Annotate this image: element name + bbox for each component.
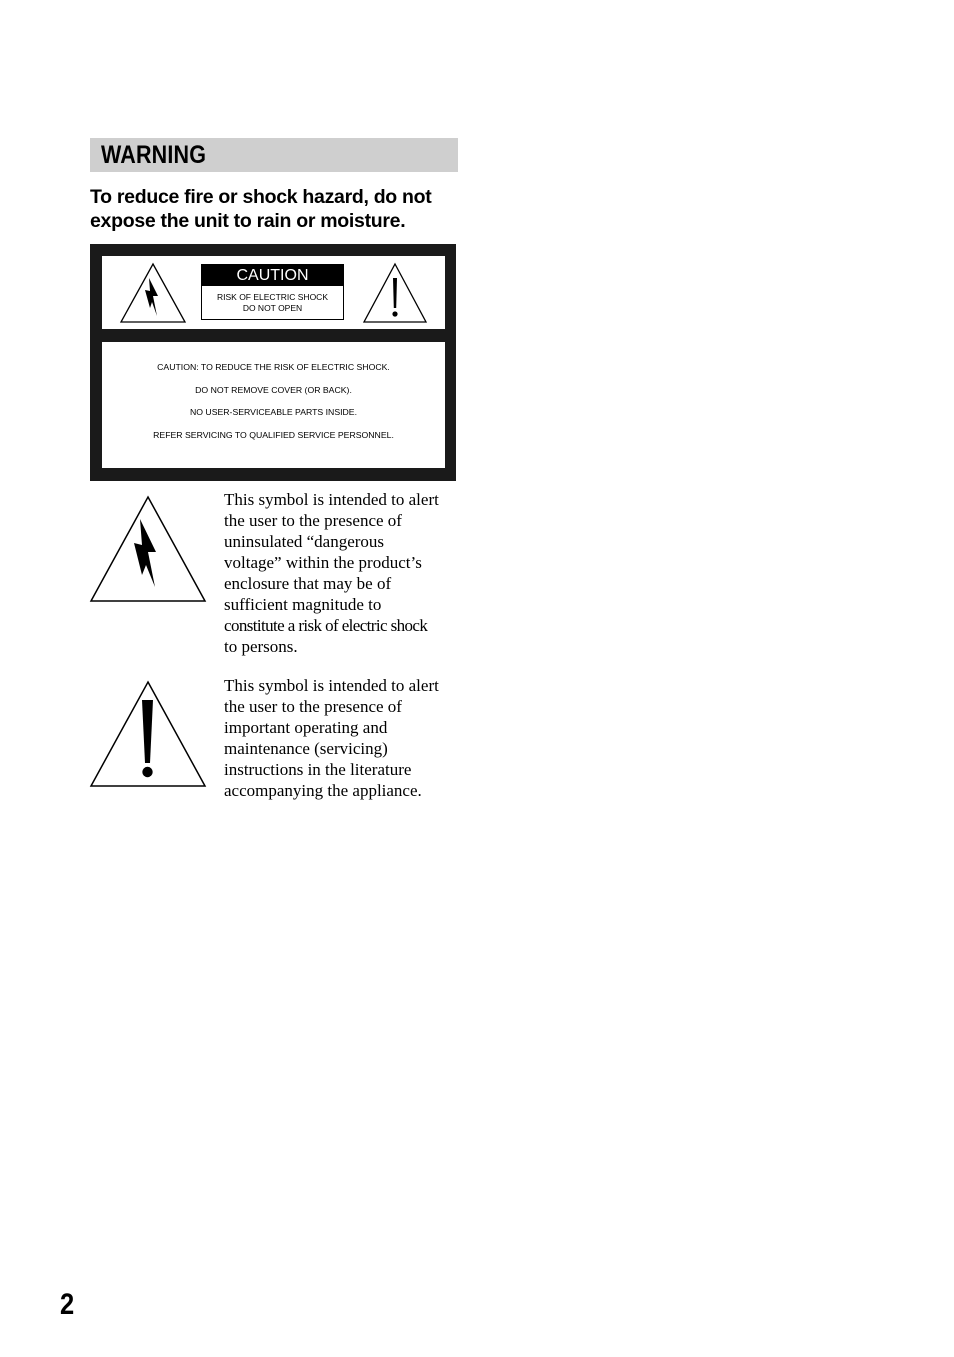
- hazard-statement: [90, 185, 470, 233]
- caution-line: REFER SERVICING TO QUALIFIED SERVICE PERSONNEL.: [153, 430, 394, 441]
- symbol-line: constitute a risk of electric shock: [224, 616, 428, 635]
- caution-line: CAUTION: TO REDUCE THE RISK OF ELECTRIC SHOCK.: [157, 362, 390, 372]
- caution-label-title: CAUTION: [202, 265, 343, 286]
- symbol-description: [224, 675, 464, 801]
- caution-label: [201, 264, 344, 320]
- symbol-line: important operating and: [224, 718, 388, 737]
- caution-text: [102, 362, 445, 453]
- caution-label-line: RISK OF ELECTRIC SHOCK: [217, 292, 328, 302]
- lightning-triangle-icon: [119, 262, 187, 324]
- warning-title: WARNING: [101, 141, 207, 169]
- symbol-line: instructions in the literature: [224, 760, 412, 779]
- caution-label-box: [90, 244, 456, 481]
- symbol-line: uninsulated “dangerous: [224, 532, 385, 551]
- symbol-line: to persons.: [224, 637, 298, 656]
- symbol-line: the user to the presence of: [224, 697, 402, 716]
- hazard-line: To reduce fire or shock hazard, do not: [90, 186, 432, 208]
- warning-header: [90, 138, 458, 172]
- symbol-line: sufficient magnitude to: [224, 595, 382, 614]
- page-number: 2: [60, 1288, 75, 1321]
- caution-line: NO USER-SERVICEABLE PARTS INSIDE.: [189, 407, 358, 418]
- symbol-line: the user to the presence of: [224, 511, 402, 530]
- symbol-line: voltage” within the product’s: [224, 553, 422, 572]
- caution-top-panel: [102, 256, 445, 329]
- symbol-line: This symbol is intended to alert: [224, 676, 439, 695]
- lightning-triangle-icon: [89, 495, 207, 603]
- symbol-description: [224, 489, 464, 657]
- caution-label-text: [202, 286, 343, 313]
- hazard-line: expose the unit to rain or moisture.: [90, 210, 406, 232]
- exclamation-triangle-icon: [362, 262, 428, 324]
- symbol-line: This symbol is intended to alert: [224, 490, 439, 509]
- symbol-line: maintenance (servicing): [224, 739, 388, 758]
- caution-label-line: DO NOT OPEN: [242, 302, 303, 313]
- exclamation-triangle-icon: [89, 680, 207, 788]
- symbol-line: enclosure that may be of: [224, 574, 392, 593]
- symbol-line: accompanying the appliance.: [224, 781, 422, 800]
- caution-line: DO NOT REMOVE COVER (OR BACK).: [195, 384, 352, 395]
- caution-bottom-panel: [102, 342, 445, 468]
